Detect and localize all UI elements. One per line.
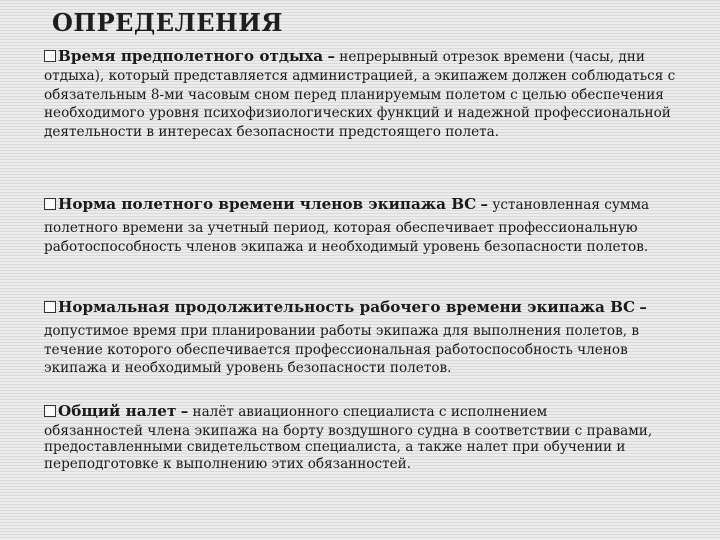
definition-dash: – (480, 195, 489, 213)
definition-first-line: установленная сумма (492, 197, 650, 213)
definition-dash: – (639, 298, 647, 316)
definition-item-rest-time (44, 47, 676, 142)
definition-dash: – (180, 402, 189, 420)
definition-item-total-flight (44, 402, 676, 472)
definition-text: полетного времени за учетный период, которая обеспечивает профессиональную работоспособность членов экипажа и необходимый уровень безопасности полетов. (44, 219, 649, 255)
definition-text: обязанностей члена экипажа на борту воздушного судна в соответствии с правами, предоставленными свидетельством специалиста, а также налет при обучении и переподготовке к выполнению этих обязанностей. (44, 422, 653, 472)
checkbox-bullet-icon (44, 405, 56, 417)
definition-term: Норма полетного времени членов экипажа ВС (58, 195, 477, 213)
definition-term: Время предполетного отдыха (58, 47, 324, 65)
definition-item-working-time (44, 298, 676, 378)
checkbox-bullet-icon (44, 50, 56, 62)
definition-first-line: непрерывный отрезок времени (часы, дни (339, 49, 645, 65)
checkbox-bullet-icon (44, 198, 56, 210)
definition-first-line: налёт авиационного специалиста с исполнением (192, 404, 548, 420)
definition-text: допустимое время при планировании работы экипажа для выполнения полетов, в течение которого обеспечивается профессиональная работоспособность членов экипажа и необходимый уровень безопасности полетов. (44, 322, 640, 377)
definition-term: Общий налет (58, 402, 177, 420)
definition-term: Нормальная продолжительность рабочего времени экипажа ВС (58, 298, 636, 316)
slide-title: ОПРЕДЕЛЕНИЯ (52, 8, 284, 37)
definition-item-flight-time-norm (44, 195, 676, 256)
definition-dash: – (327, 47, 335, 65)
checkbox-bullet-icon (44, 301, 56, 313)
definition-text: отдыха), который представляется администрацией, а экипажем должен соблюдаться с обязательным 8-ми часовым сном перед планируемым полетом с целью обеспечения необходимого уровня психофизиологических функций и надежной профессиональной деятельности в интересах безопасности предстоящего полета. (44, 67, 676, 141)
